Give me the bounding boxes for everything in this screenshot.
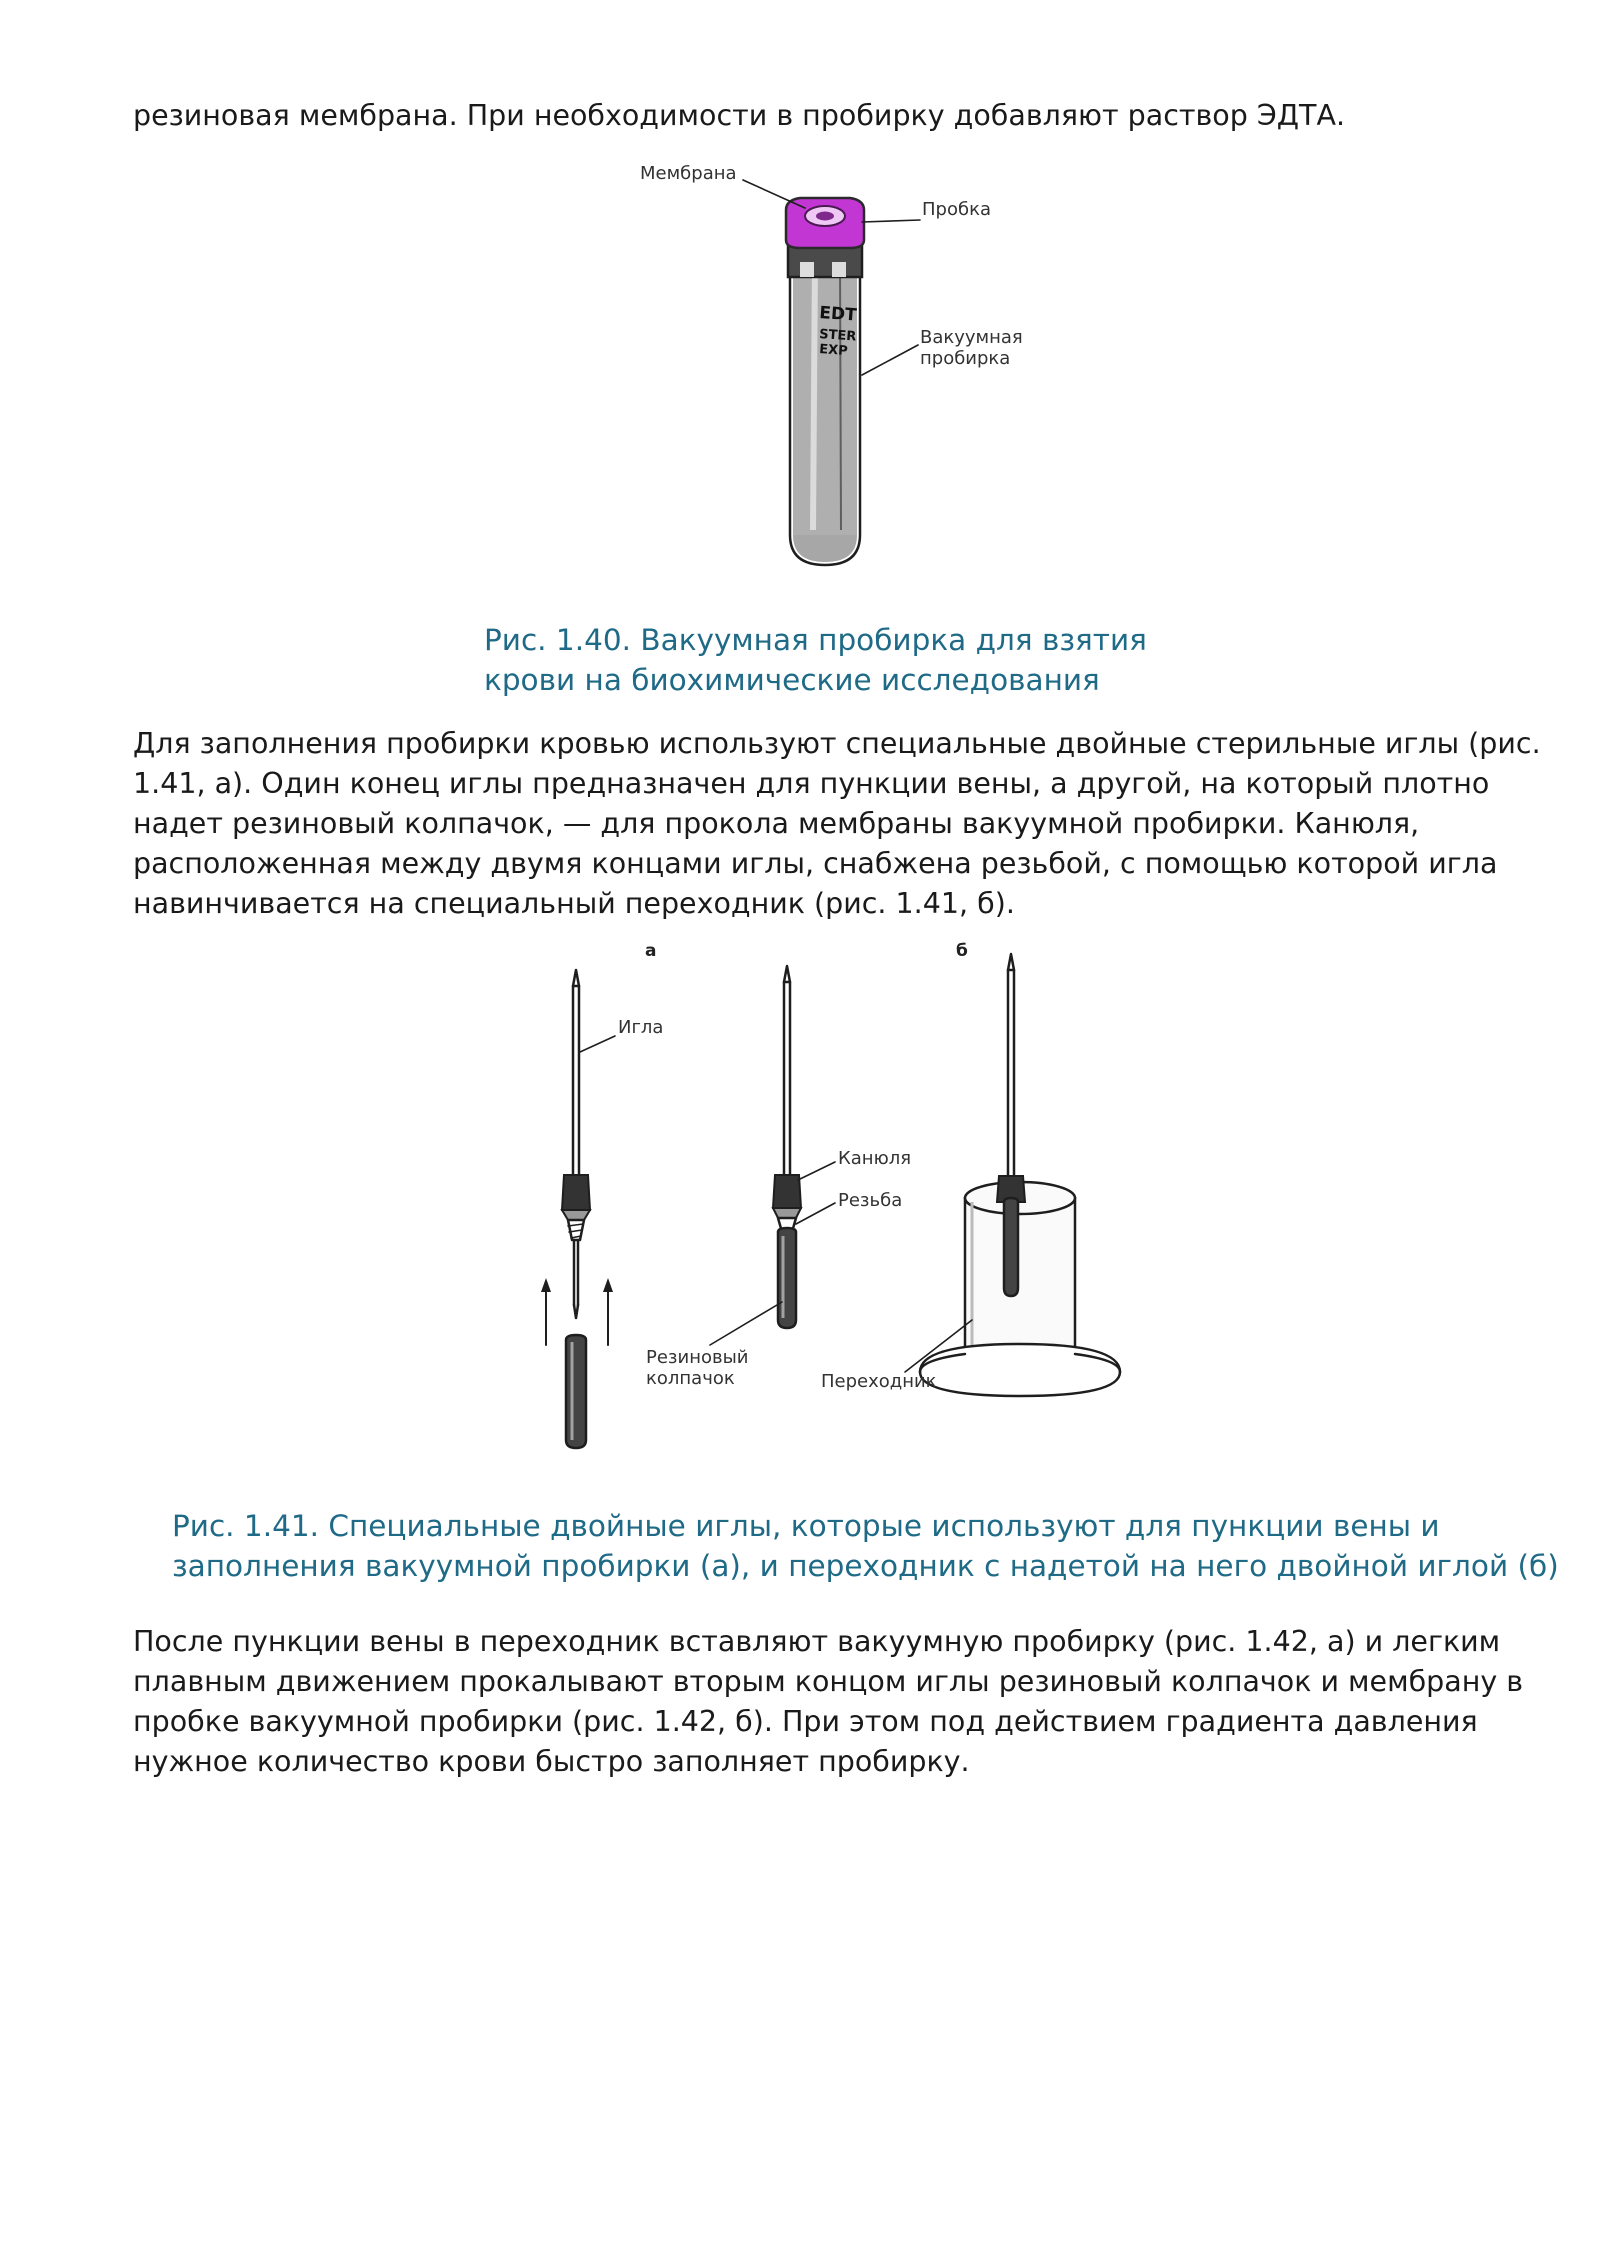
tube-fill [793,245,857,535]
label-rubber-cap-1: Резиновый [646,1347,749,1368]
needle-2 [773,966,801,1328]
label-cannula: Канюля [838,1148,912,1169]
panel-b-letter: б [956,941,968,961]
caption-fig-1-40-line1: Рис. 1.40. Вакуумная пробирка для взятия [484,623,1147,657]
caption-fig-1-41-line2: заполнения вакуумной пробирки (а), и переходник с надетой на него двойной иглой (б) [172,1549,1559,1583]
label-adapter: Переходник [821,1371,937,1392]
tube-bottom-fill [793,535,857,562]
adapter-with-needle [920,954,1120,1396]
label-tube-2: пробирка [920,348,1011,369]
figure-vacuum-tube [600,150,1060,580]
label-cap: Пробка [922,199,991,220]
paragraph-needles: Для заполнения пробирки кровью используют специальные двойные стерильные иглы (рис. 1.41, а). Один конец иглы предназначен для пункции вены, а другой, на который плотно надет резиновый колпачок, — для прокола мембраны вакуумной пробирки. Канюля, расположенная между двумя концами иглы, снабжена резьбой, с помощью которой игла навинчивается на специальный переходник (рис. 1.41, б). [133,727,1541,920]
panel-a-letter: а [645,941,657,961]
label-membrane: Мембрана [640,163,737,184]
paragraph-intro: резиновая мембрана. При необходимости в пробирку добавляют раствор ЭДТА. [133,99,1346,132]
tube-print-2: STER [818,327,857,345]
paragraph-filling: После пункции вены в переходник вставляют вакуумную пробирку (рис. 1.42, а) и легким плавным движением прокалывают вторым концом иглы резиновый колпачок и мембрану в пробке вакуумной пробирки (рис. 1.42, б). При этом под действием градиента давления нужное количество крови быстро заполняет пробирку. [133,1625,1524,1778]
label-needle: Игла [618,1017,664,1038]
label-thread: Резьба [838,1190,903,1211]
tube-print-1: EDT [818,303,858,326]
caption-fig-1-41-line1: Рис. 1.41. Специальные двойные иглы, которые используют для пункции вены и [172,1509,1440,1543]
figure-double-needles [520,940,1140,1460]
label-tube-1: Вакуумная [920,327,1023,348]
label-rubber-cap-2: колпачок [646,1368,735,1389]
tube-print-3: EXP [818,342,849,359]
tube-collar [788,245,862,277]
caption-fig-1-40-line2: крови на биохимические исследования [484,663,1100,697]
